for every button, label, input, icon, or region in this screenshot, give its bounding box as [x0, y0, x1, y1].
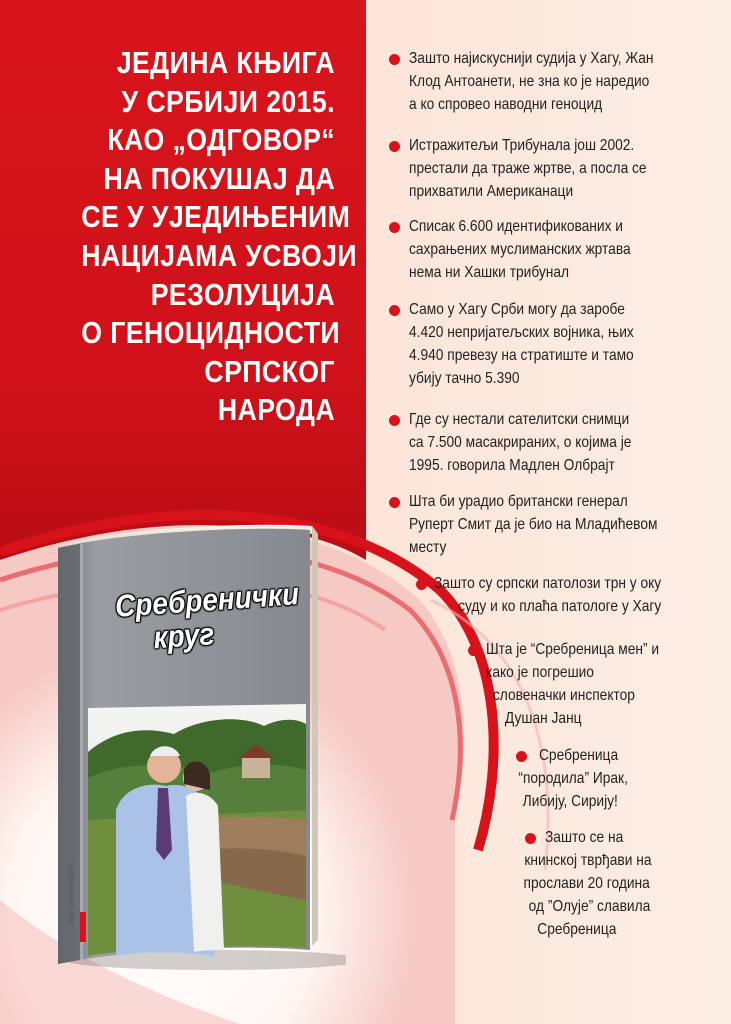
bullet-line: 4.940 превезу на стратиште и тамо	[409, 347, 634, 364]
bullet-line: Списак 6.600 идентификованих и	[409, 218, 623, 235]
bullet-dot	[389, 54, 400, 65]
bullet-line: сахрањених муслиманских жртава	[409, 241, 631, 258]
bullet-dot	[516, 751, 527, 762]
bullet-line: прихватили Американаци	[409, 183, 574, 200]
bullet-line: убију тачно 5.390	[409, 370, 520, 387]
bullet-line: 4.420 непријатељских војника, њих	[409, 324, 634, 341]
bullet-line: Руперт Смит да је био на Младићевом	[409, 516, 658, 533]
bullet-dot	[389, 497, 400, 508]
bullet-line: “породила” Ирак,	[518, 770, 628, 787]
bullet-line: Клод Антоанети, не зна ко је наредио	[409, 73, 650, 90]
bullet-dot	[525, 833, 536, 844]
bullet-item	[409, 134, 647, 203]
bullet-dot	[389, 305, 400, 316]
bullet-line: Сребреница	[537, 921, 617, 938]
headline-line: СРПСКОГ	[204, 353, 335, 389]
bullet-line: Шта би урадио британски генерал	[409, 493, 628, 510]
bullet-line: са 7.500 масакрираних, о којима је	[409, 434, 632, 451]
bullet-line: Либију, Сирију!	[522, 793, 618, 810]
bullet-line: 1995. говорила Мадлен Олбрајт	[409, 457, 615, 474]
bullet-line: Сребреница	[539, 747, 619, 764]
bullet-line: Зашто најискуснији судија у Хагу, Жан	[409, 50, 654, 67]
bullet-line: Зашто се на	[545, 829, 624, 846]
headline-line: О ГЕНОЦИДНОСТИ	[81, 315, 341, 351]
book-title-line: Сребренички	[113, 576, 301, 624]
bullet-item	[409, 490, 657, 559]
bullet-item	[409, 47, 653, 116]
headline-line: ЈЕДИНА КЊИГА	[116, 45, 335, 80]
bullet-item	[486, 638, 659, 730]
bullet-line: престали да траже жртве, а посла се	[409, 160, 647, 177]
bullet-dot	[416, 579, 427, 590]
bullet-item	[409, 215, 631, 284]
book-title-line: круг	[152, 616, 216, 656]
headline-line: СЕ У УЈЕДИЊЕНИМ	[81, 199, 351, 235]
bullet-line: Шта је “Сребреница мен” и	[486, 641, 660, 658]
bullet-item	[434, 572, 661, 618]
bullet-line: прослави 20 година	[523, 875, 650, 892]
bullet-dot	[389, 415, 400, 426]
bullet-dot	[389, 141, 400, 152]
bullet-line: суду и ко плаћа патологе у Хагу	[458, 598, 662, 615]
bullet-item	[523, 826, 652, 941]
bullet-line: како је погрешио	[486, 664, 594, 681]
bullet-line: од ”Олује” славила	[528, 898, 651, 915]
headline-line: КАО „ОДГОВОР“	[107, 122, 335, 158]
headline-line: НАРОДА	[217, 392, 335, 428]
bullet-line: Само у Хагу Срби могу да заробе	[409, 301, 625, 318]
headline-line: РЕЗОЛУЦИЈА	[150, 276, 335, 312]
bullet-dot	[389, 222, 400, 233]
bullet-item	[518, 744, 628, 813]
bullet-line: Зашто су српски патолози трн у оку	[434, 575, 662, 592]
headline-line: У СРБИЈИ 2015.	[121, 83, 336, 119]
bullet-dot	[468, 645, 479, 656]
bullet-line: месту	[409, 539, 447, 556]
bullet-line: Где су нестали сателитски снимци	[409, 411, 630, 428]
bullet-line: Истражитељи Трибунала још 2002.	[409, 137, 635, 154]
bullet-line: словеначки инспектор	[492, 687, 635, 704]
bullet-line: нема ни Хашки трибунал	[409, 264, 570, 281]
headline-line: НАЦИЈАМА УСВОЈИ	[81, 237, 357, 273]
bullet-item	[409, 298, 634, 390]
book-spine-text: Сребренички круг	[67, 860, 76, 927]
bullet-line: Душан Јанц	[504, 710, 582, 727]
headline-line: НА ПОКУШАЈ ДА	[103, 160, 335, 196]
bullet-line: книнској тврђави на	[524, 852, 652, 869]
bullet-item	[409, 408, 631, 477]
bullet-line: а ко спровео наводни геноцид	[409, 96, 603, 113]
